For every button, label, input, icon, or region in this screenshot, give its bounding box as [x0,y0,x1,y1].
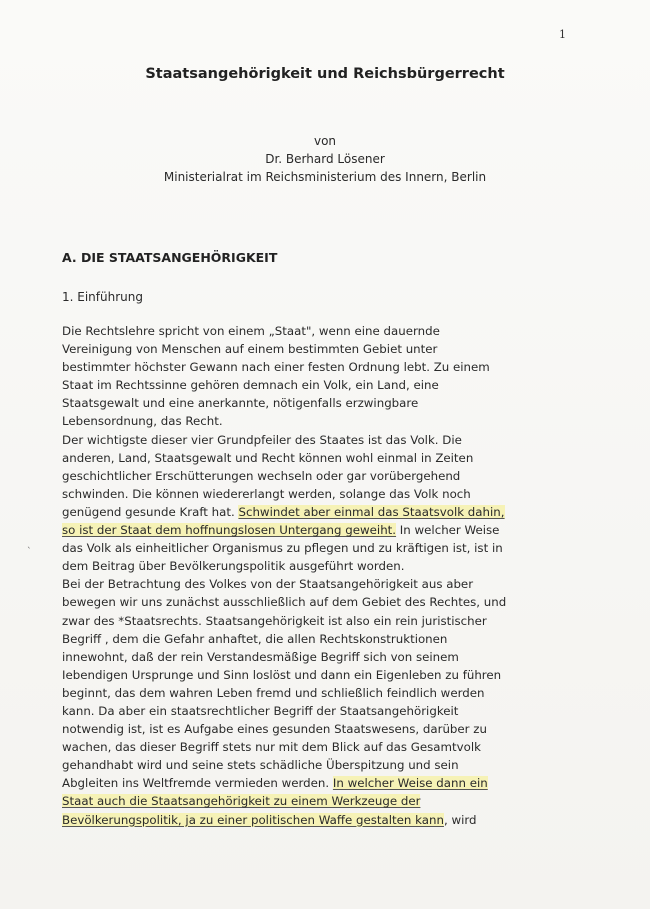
page-number: 1 [559,28,566,41]
document-title: Staatsangehörigkeit und Reichsbürgerrecht [145,66,505,82]
highlighted-passage: In welcher Weise dann ein [332,776,488,791]
text-segment: Abgleiten ins Weltfremde vermieden werden. [62,776,333,791]
highlighted-passage: Schwindet aber einmal das Staatsvolk dahin, [238,504,505,519]
text-line: kann. Da aber ein staatsrechtlicher Begriff der Staatsangehörigkeit [62,703,459,718]
text-line [62,503,602,521]
byline-von: von [313,134,337,148]
text-line: Der wichtigste dieser vier Grundpfeiler des Staates ist das Volk. Die [62,432,462,447]
text-line: schwinden. Die können wiedererlangt werden, solange das Volk noch [62,486,471,501]
text-line [62,521,602,539]
text-line [62,774,602,792]
text-segment: In welcher Weise [396,523,500,538]
highlighted-passage: so ist der Staat dem hoffnungslosen Untergang geweiht. [62,523,397,538]
byline-position: Ministerialrat im Reichsministerium des Innern, Berlin [163,170,487,184]
text-line: beginnt, das dem wahren Leben fremd und schließlich feindlich werden [62,685,485,700]
text-line: Die Rechtslehre spricht von einem „Staat", wenn eine dauernde [62,324,440,338]
text-line [62,792,602,810]
text-line: Bei der Betrachtung des Volkes von der Staatsangehörigkeit aus aber [62,577,474,592]
text-line: anderen, Land, Staatsgewalt und Recht können wohl einmal in Zeiten [62,450,474,465]
highlighted-passage: Staat auch die Staatsangehörigkeit zu einem Werkzeuge der [62,794,421,809]
text-line: geschichtlicher Erschütterungen wechseln oder gar vorübergehend [62,468,461,483]
text-line: zwar des *Staatsrechts. Staatsangehörigkeit ist also ein rein juristischer [62,613,487,628]
text-line: innewohnt, daß der rein Verstandesmäßige Begriff sich von seinem [62,649,459,664]
byline [0,132,650,186]
text-line: bestimmter höchster Gewann nach einer festen Ordnung lebt. Zu einem [62,360,490,375]
text-line: Begriff , dem die Gefahr anhaftet, die allen Rechtskonstruktionen [62,631,448,646]
text-line: Staat im Rechtssinne gehören demnach ein Volk, ein Land, eine [62,378,439,393]
text-line: dem Beitrag über Bevölkerungspolitik ausgeführt worden. [62,559,405,574]
text-line: wachen, das dieser Begriff stets nur mit dem Blick auf das Gesamtvolk [62,740,481,755]
text-line: das Volk als einheitlicher Organismus zu pflegen und zu kräftigen ist, ist in [62,541,503,556]
subsection-heading: 1. Einführung [62,290,143,304]
text-line: gehandhabt wird und seine stets schädliche Überspitzung und sein [62,758,459,773]
text-line [62,811,602,829]
body-text [62,322,602,829]
highlighted-passage: Bevölkerungspolitik, ja zu einer politischen Waffe gestalten kann [62,812,444,827]
byline-author: Dr. Berhard Lösener [265,152,385,166]
text-line: Iebendigen Ursprunge und Sinn loslöst und dann ein Eigenleben zu führen [62,667,502,682]
text-segment: , wird [443,812,477,827]
text-segment: genügend gesunde Kraft hat. [62,504,239,519]
text-line: Staatsgewalt und eine anerkannte, nötigenfalls erzwingbare [62,396,419,411]
text-line: notwendig ist, ist es Aufgabe eines gesunden Staatswesens, darüber zu [62,722,487,737]
text-line: Lebensordnung, das Recht. [62,414,223,429]
margin-mark: ` [27,547,32,557]
text-line: Vereinigung von Menschen auf einem bestimmten Gebiet unter [62,342,438,357]
text-line: bewegen wir uns zunächst ausschließlich auf dem Gebiet des Rechtes, und [62,595,507,610]
section-heading: A. DIE STAATSANGEHÖRIGKEIT [62,250,278,265]
